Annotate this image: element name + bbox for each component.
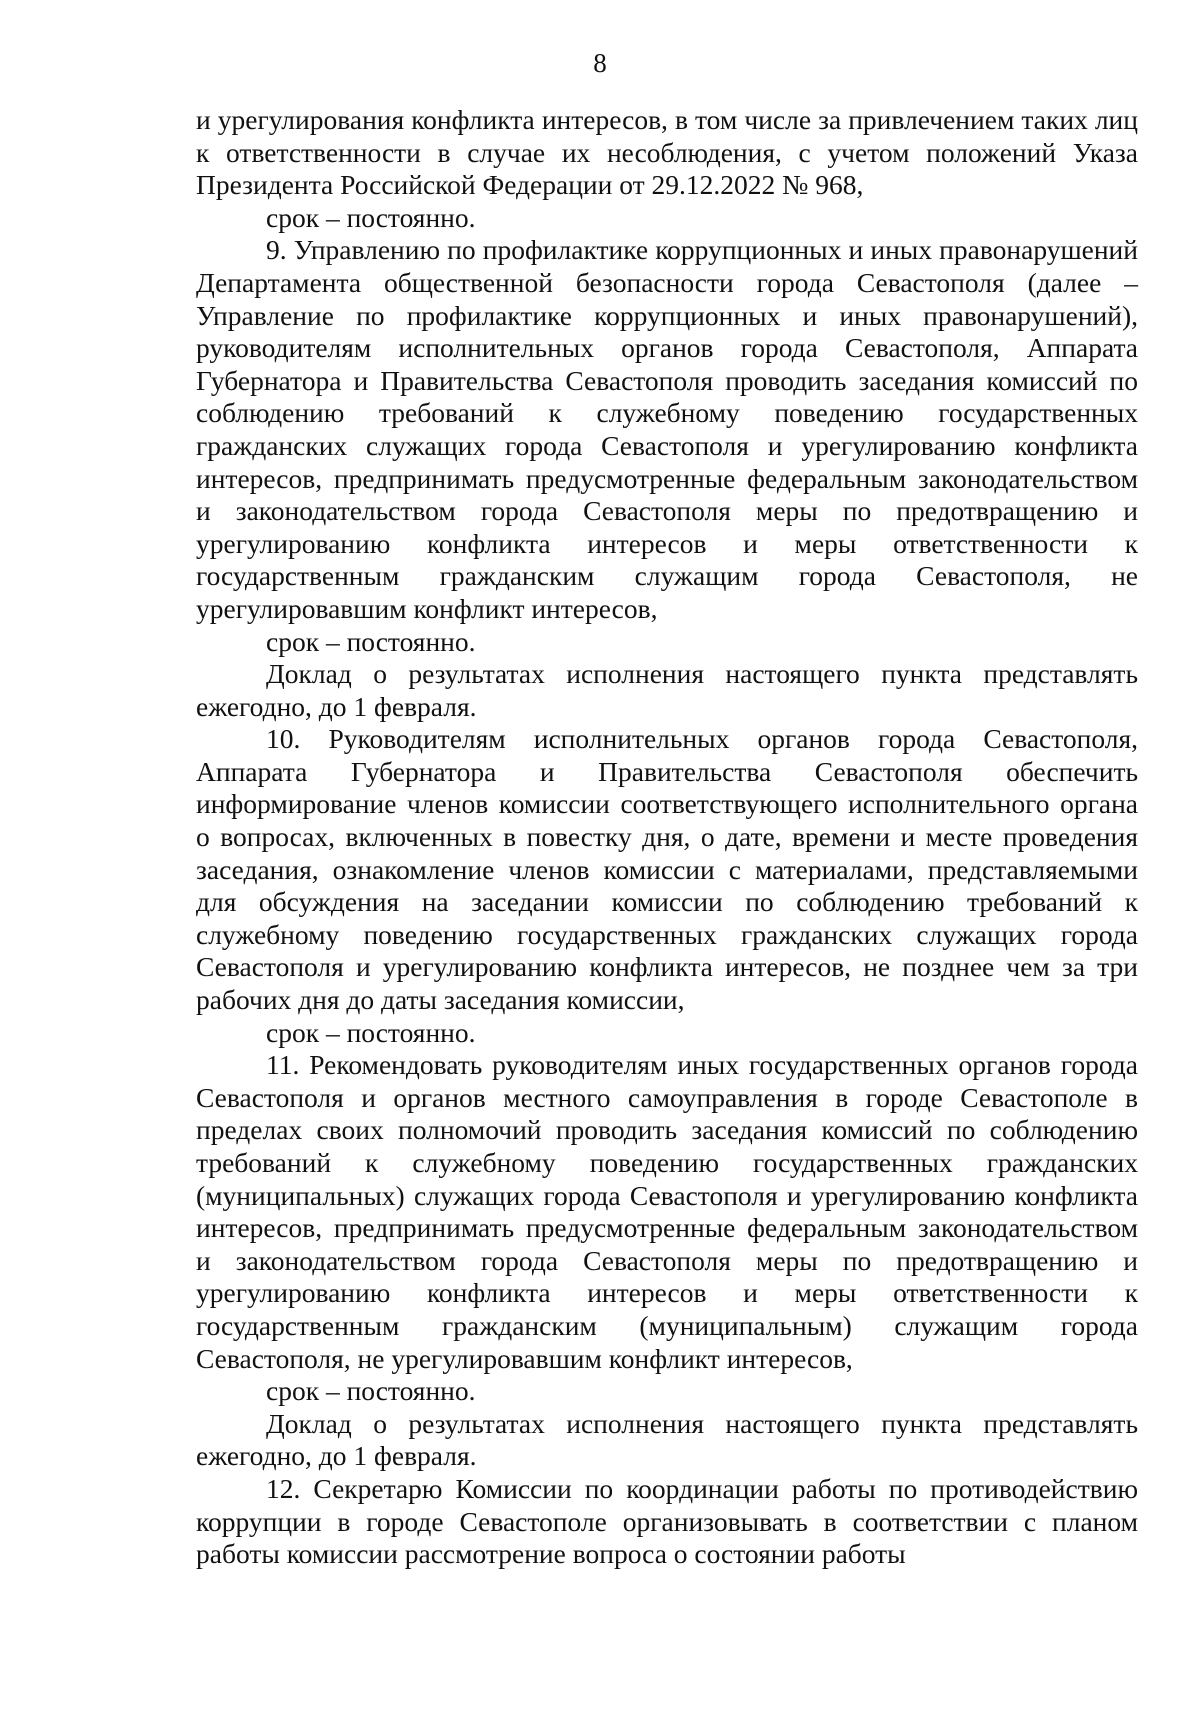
deadline-line: срок – постоянно. bbox=[266, 201, 476, 233]
paragraph-continuation: и урегулирования конфликта интересов, в том числе за привлечением таких лиц к ответственности в случае их несоблюдения, с учетом положений Указа Президента Российской Федерации от 29.12.2022 № 968, bbox=[196, 104, 1138, 201]
paragraph-item-12: 12. Секретарю Комиссии по координации работы по противодействию коррупции в городе Севастополе организовывать в соответствии с планом работы комиссии рассмотрение вопроса о состоянии работы bbox=[196, 1472, 1138, 1570]
paragraph-item-9: 9. Управлению по профилактике коррупционных и иных правонарушений Департамента общественной безопасности города Севастополя (далее – Управление по профилактике коррупционных и иных правонарушений), руководителям исполнительных органов города Севастополя, Аппарата Губернатора и Правительства Севастополя проводить заседания комиссий по соблюдению требований к служебному поведению государственных гражданских служащих города Севастополя и урегулированию конфликта интересов, предпринимать предусмотренные федеральным законодательством и законодательством города Севастополя меры по предотвращению и урегулированию конфликта интересов и меры ответственности к государственным гражданским служащим города Севастополя, не урегулировавшим конфликт интересов, bbox=[196, 234, 1138, 624]
paragraph-item-10: 10. Руководителям исполнительных органов города Севастополя, Аппарата Губернатора и Правительства Севастополя обеспечить информирование членов комиссии соответствующего исполнительного органа о вопросах, включенных в повестку дня, о дате, времени и месте проведения заседания, ознакомление членов комиссии с материалами, представляемыми для обсуждения на заседании комиссии по соблюдению требований к служебному поведению государственных гражданских служащих города Севастополя и урегулированию конфликта интересов, не позднее чем за три рабочих дня до даты заседания комиссии, bbox=[196, 723, 1138, 1016]
page-number: 8 bbox=[593, 48, 607, 78]
paragraph-report: Доклад о результатах исполнения настоящего пункта представлять ежегодно, до 1 февраля. bbox=[196, 658, 1138, 722]
deadline-line: срок – постоянно. bbox=[266, 625, 476, 657]
document-body bbox=[196, 104, 1138, 1571]
paragraph-report: Доклад о результатах исполнения настоящего пункта представлять ежегодно, до 1 февраля. bbox=[196, 1407, 1138, 1472]
paragraph-item-11: 11. Рекомендовать руководителям иных государственных органов города Севастополя и органов местного самоуправления в городе Севастополе в пределах своих полномочий проводить заседания комиссий по соблюдению требований к служебному поведению государственных гражданских (муниципальных) служащих города Севастополя и урегулированию конфликта интересов, предпринимать предусмотренные федеральным законодательством и законодательством города Севастополя меры по предотвращению и урегулированию конфликта интересов и меры ответственности к государственным гражданским (муниципальным) служащим города Севастополя, не урегулировавшим конфликт интересов, bbox=[196, 1049, 1138, 1374]
deadline-line: срок – постоянно. bbox=[266, 1375, 476, 1407]
deadline-line: срок – постоянно. bbox=[266, 1016, 476, 1048]
